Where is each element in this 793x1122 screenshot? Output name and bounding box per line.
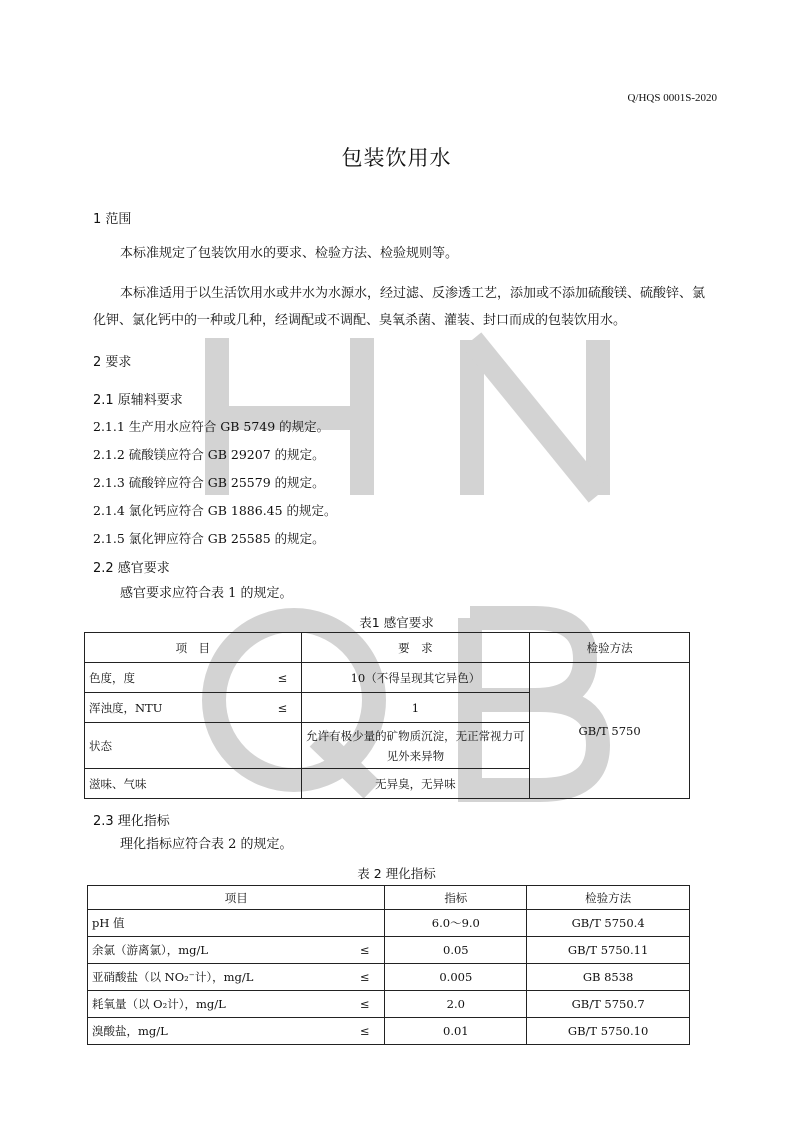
- table-cell-value: 0.05: [385, 937, 527, 964]
- section-2-2-heading: 2.2 感官要求: [93, 561, 170, 576]
- table-2-caption: 表 2 理化指标: [357, 866, 436, 881]
- section-2-3-heading: 2.3 理化指标: [93, 814, 170, 829]
- list-item: 2.1.3 硫酸锌应符合 GB 25579 的规定。: [93, 475, 325, 490]
- table-row: [88, 991, 690, 1018]
- table-cell-item: 滋味、气味: [85, 769, 265, 799]
- section-1-heading: 1 范围: [93, 212, 132, 227]
- list-item: 2.1.5 氯化钾应符合 GB 25585 的规定。: [93, 531, 325, 546]
- table-cell-method: GB 8538: [527, 964, 690, 991]
- table-cell-operator: ≤: [345, 937, 385, 964]
- table-cell-requirement: 无异臭，无异味: [301, 769, 530, 799]
- table-cell-method: GB/T 5750: [530, 663, 690, 799]
- table-cell-item: 色度，度: [85, 663, 265, 693]
- table-header-row: [85, 633, 690, 663]
- table-cell-value: 2.0: [385, 991, 527, 1018]
- table-header-cell: 项目: [88, 886, 385, 910]
- table-cell-item: 余氯（游离氯），mg/L: [88, 937, 346, 964]
- table-cell-operator: ≤: [264, 693, 301, 723]
- table-header-cell: 要 求: [301, 633, 530, 663]
- table-cell-value: 0.01: [385, 1018, 527, 1045]
- section-1-paragraph-1: 本标准规定了包装饮用水的要求、检验方法、检验规则等。: [120, 246, 459, 261]
- table-cell-operator: [264, 769, 301, 799]
- table-header-cell: 检验方法: [527, 886, 690, 910]
- section-1-paragraph-2: 本标准适用于以生活饮用水或井水为水源水，经过滤、反渗透工艺，添加或不添加硫酸镁、硫酸锌、氯化钾、氯化钙中的一种或几种，经调配或不调配、臭氧杀菌、灌装、封口而成的包装饮用水。: [93, 286, 706, 328]
- table-cell-method: GB/T 5750.11: [527, 937, 690, 964]
- table-cell-operator: ≤: [345, 991, 385, 1018]
- table-cell-operator: [345, 910, 385, 937]
- table-cell-requirement: 允许有极少量的矿物质沉淀，无正常视力可见外来异物: [301, 723, 530, 769]
- section-2-2-text: 感官要求应符合表 1 的规定。: [120, 586, 293, 601]
- table-cell-operator: ≤: [345, 964, 385, 991]
- list-item: 2.1.1 生产用水应符合 GB 5749 的规定。: [93, 419, 330, 434]
- table-row: [88, 937, 690, 964]
- table-1-caption: 表1 感官要求: [359, 615, 434, 630]
- table-cell-method: GB/T 5750.10: [527, 1018, 690, 1045]
- table-1-sensory: [84, 632, 690, 799]
- table-row: [88, 964, 690, 991]
- table-cell-value: 0.005: [385, 964, 527, 991]
- table-header-row: [88, 886, 690, 910]
- section-2-3-text: 理化指标应符合表 2 的规定。: [120, 837, 293, 852]
- table-cell-method: GB/T 5750.4: [527, 910, 690, 937]
- table-cell-item: 浑浊度，NTU: [85, 693, 265, 723]
- standard-number: Q/HQS 0001S-2020: [627, 92, 717, 104]
- table-header-cell: 检验方法: [530, 633, 690, 663]
- table-cell-operator: ≤: [264, 663, 301, 693]
- table-cell-item: 耗氧量（以 O₂计），mg/L: [88, 991, 346, 1018]
- document-title: 包装饮用水: [341, 146, 452, 170]
- table-row: [85, 663, 690, 693]
- table-cell-method: GB/T 5750.7: [527, 991, 690, 1018]
- list-item: 2.1.4 氯化钙应符合 GB 1886.45 的规定。: [93, 503, 337, 518]
- table-cell-requirement: 10（不得呈现其它异色）: [301, 663, 530, 693]
- table-cell-item: 状态: [85, 723, 265, 769]
- table-cell-item: 亚硝酸盐（以 NO₂⁻计），mg/L: [88, 964, 346, 991]
- table-header-cell: 项 目: [85, 633, 302, 663]
- table-cell-requirement: 1: [301, 693, 530, 723]
- table-header-cell: 指标: [385, 886, 527, 910]
- table-cell-operator: ≤: [345, 1018, 385, 1045]
- table-2-physicochemical: [87, 885, 690, 1045]
- table-row: [88, 910, 690, 937]
- section-2-heading: 2 要求: [93, 355, 132, 370]
- section-2-1-heading: 2.1 原辅料要求: [93, 393, 183, 408]
- table-row: [88, 1018, 690, 1045]
- table-cell-operator: [264, 723, 301, 769]
- table-cell-item: pH 值: [88, 910, 346, 937]
- watermark-letter-n: [472, 340, 598, 495]
- table-cell-item: 溴酸盐，mg/L: [88, 1018, 346, 1045]
- table-cell-value: 6.0～9.0: [385, 910, 527, 937]
- list-item: 2.1.2 硫酸镁应符合 GB 29207 的规定。: [93, 447, 325, 462]
